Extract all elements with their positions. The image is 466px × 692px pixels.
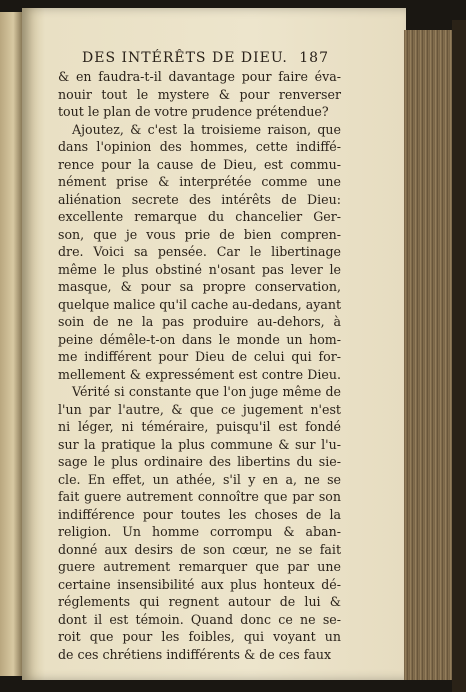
text-line: mellement & expressément est contre Dieu. — [58, 366, 341, 382]
text-line: sur la pratique la plus commune & sur l'u- — [58, 436, 341, 452]
text-line: certaine insensibilité aux plus honteux dé- — [58, 576, 341, 592]
text-line: aliénation secrete des intérêts de Dieu: — [58, 191, 341, 207]
text-line: donné aux desirs de son cœur, ne se fait — [58, 541, 341, 557]
text-line: l'un par l'autre, & que ce jugement n'est — [58, 401, 341, 417]
running-title: DES INTÉRÊTS DE DIEU. — [82, 50, 288, 66]
page-number: 187 — [299, 50, 329, 66]
text-line: religion. Un homme corrompu & aban- — [58, 524, 341, 539]
text-line: indifférence pour toutes les choses de la — [58, 506, 341, 522]
book-cover-edge — [452, 20, 466, 692]
text-line: me indifférent pour Dieu de celui qui for- — [58, 349, 341, 364]
text-line: & en faudra-t-il davantage pour faire éva- — [58, 69, 341, 84]
text-line: soin de ne la pas produire au-dehors, à — [58, 314, 341, 329]
facing-page-edge — [0, 12, 22, 676]
text-line: rence pour la cause de Dieu, est commu- — [58, 156, 341, 172]
text-line: Vérité si constante que l'on juge même de — [72, 384, 341, 399]
text-line: ni léger, ni téméraire, puisqu'il est fondé — [58, 419, 341, 434]
text-line: fait guere autrement connoître que par son — [58, 489, 341, 504]
text-line: cle. En effet, un athée, s'il y en a, ne se — [58, 471, 341, 487]
text-line: dont il est témoin. Quand donc ce ne se- — [58, 611, 341, 627]
text-line: de ces chrétiens indifférents & de ces faux — [58, 646, 332, 662]
text-line: réglements qui regnent autour de lui & — [58, 594, 341, 609]
text-line: même le plus obstiné n'osant pas lever le — [58, 261, 341, 277]
text-line: masque, & pour sa propre conservation, — [58, 279, 341, 294]
text-line: dre. Voici sa pensée. Car le libertinage — [58, 244, 341, 259]
text-line: roit que pour les foibles, qui voyant un — [58, 629, 341, 644]
text-line: dans l'opinion des hommes, cette indiffé- — [58, 139, 341, 154]
text-line: quelque malice qu'il cache au-dedans, ayant — [58, 296, 342, 312]
text-line: excellente remarque du chancelier Ger- — [58, 209, 341, 224]
body-text — [58, 68, 341, 663]
text-line: nouir tout le mystere & pour renverser — [58, 86, 341, 102]
text-line: sage le plus ordinaire des libertins du sie- — [58, 454, 341, 469]
text-line: Ajoutez, & c'est la troisieme raison, que — [72, 121, 341, 137]
text-line: nément prise & interprétée comme une — [58, 174, 341, 189]
text-line: peine démêle-t-on dans le monde un hom- — [58, 331, 341, 347]
text-line: tout le plan de votre prudence prétendue? — [58, 104, 329, 119]
page-stack-edges — [404, 30, 454, 680]
text-line: son, que je vous prie de bien compren- — [58, 226, 341, 242]
running-header — [82, 50, 329, 66]
text-line: guere autrement remarquer que par une — [58, 559, 341, 574]
